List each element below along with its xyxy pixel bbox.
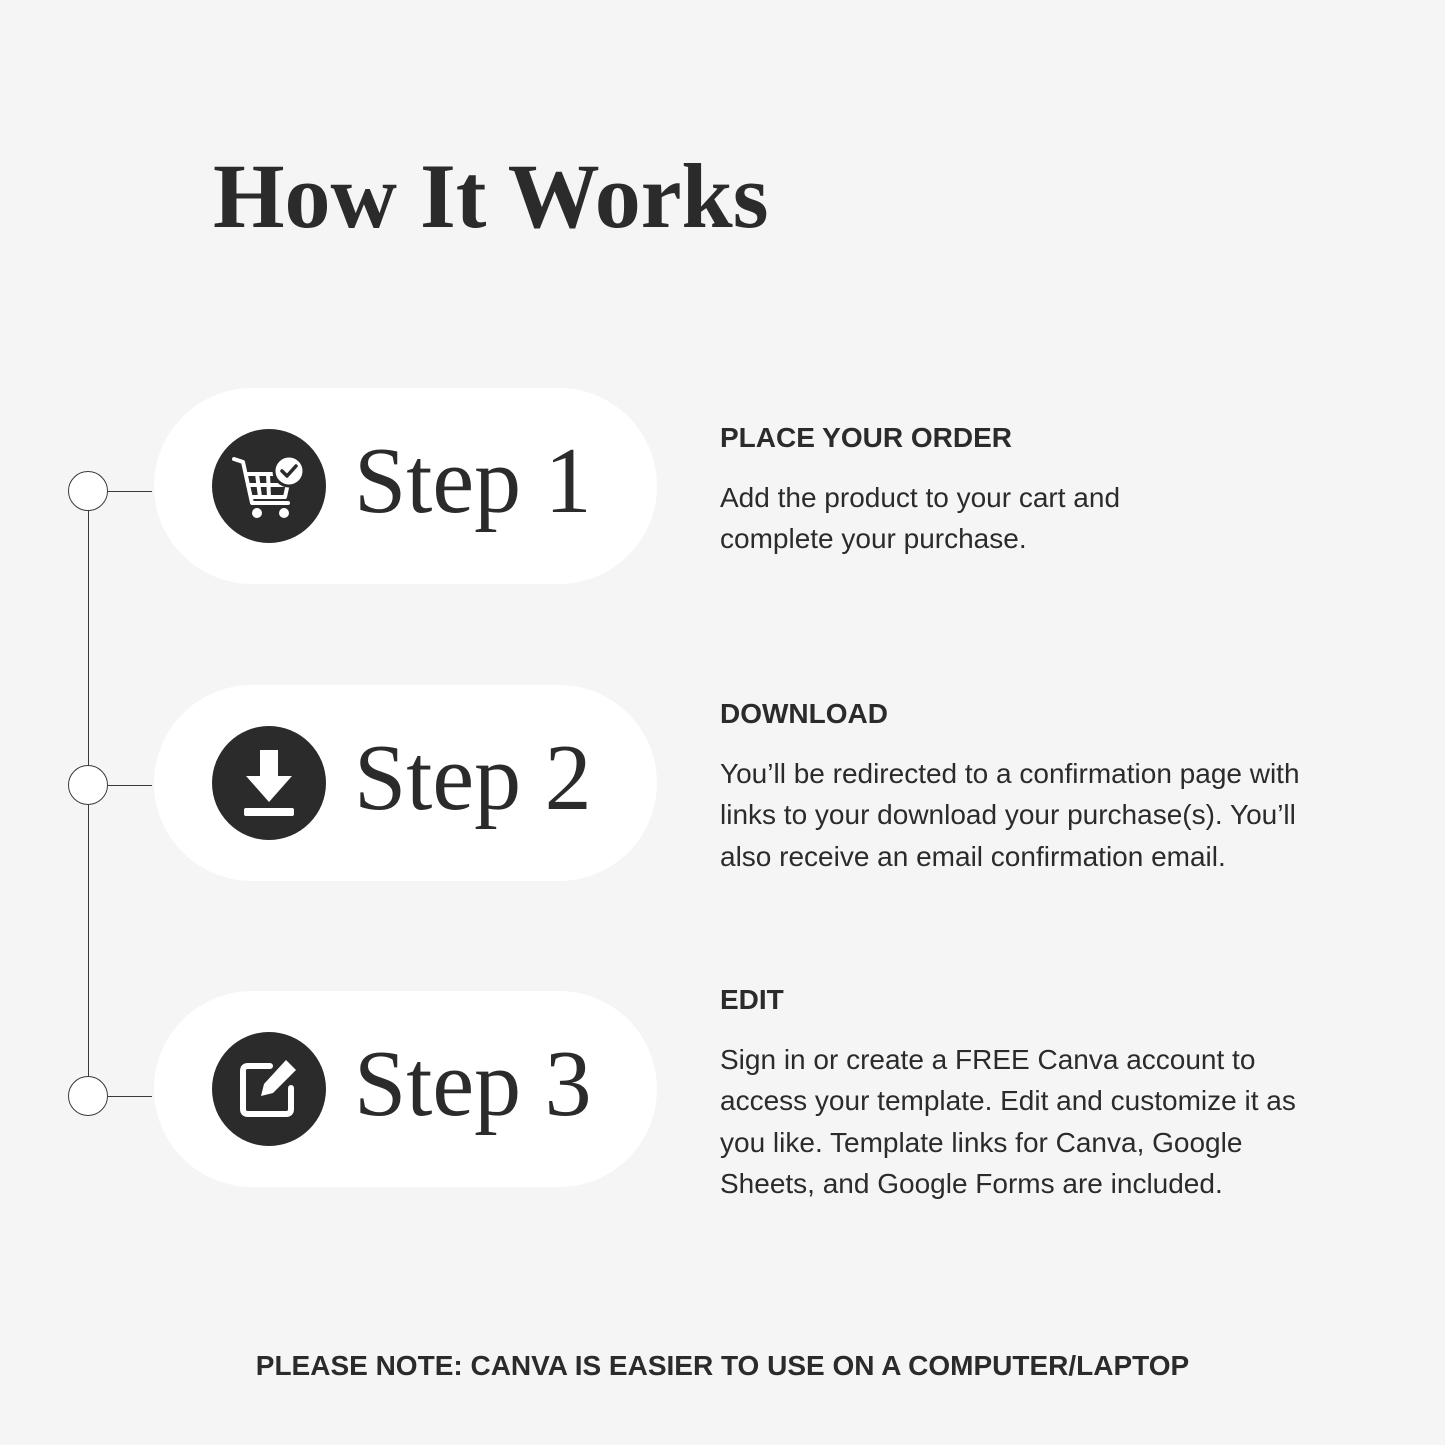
timeline-connector-1 (108, 491, 152, 492)
timeline-connector-3 (108, 1096, 152, 1097)
step-2-text-line: You’ll be redirected to a confirmation page with (720, 757, 1300, 789)
step-3-text-line: Sheets, and Google Forms are included. (720, 1168, 1223, 1200)
timeline-node-2 (68, 765, 108, 805)
timeline-connector-2 (108, 785, 152, 786)
step-3-pill (154, 991, 657, 1187)
footer-note: PLEASE NOTE: CANVA IS EASIER TO USE ON A COMPUTER/LAPTOP (255, 1350, 1190, 1381)
step-2-text-line: also receive an email confirmation email. (720, 840, 1226, 872)
step-1-text (720, 477, 1370, 560)
step-2-text-line: links to your download your purchase(s). You’ll (720, 799, 1296, 831)
step-3-description (720, 983, 1370, 1205)
page-title: How It Works (213, 145, 769, 247)
download-icon (212, 726, 326, 840)
step-3-text-line: access your template. Edit and customize it as (720, 1085, 1296, 1117)
step-1-text-line: Add the product to your cart and (720, 481, 1121, 513)
shopping-cart-check-icon (212, 429, 326, 543)
step-3-text-line: you like. Template links for Canva, Google (720, 1126, 1243, 1158)
timeline-node-3 (68, 1076, 108, 1116)
step-3-label: Step 3 (354, 1032, 592, 1136)
step-1-heading: PLACE YOUR ORDER (720, 422, 1012, 453)
step-1-label: Step 1 (354, 429, 592, 533)
step-2-label: Step 2 (354, 726, 592, 830)
step-1-pill (154, 388, 657, 584)
step-1-description (720, 421, 1370, 560)
edit-icon (212, 1032, 326, 1146)
step-2-heading: DOWNLOAD (720, 698, 888, 729)
step-3-text (720, 1039, 1370, 1205)
step-2-description (720, 697, 1370, 877)
timeline-node-1 (68, 471, 108, 511)
step-2-text (720, 753, 1370, 878)
step-2-pill (154, 685, 657, 881)
step-3-heading: EDIT (720, 984, 784, 1015)
step-1-text-line: complete your purchase. (720, 523, 1027, 555)
step-3-text-line: Sign in or create a FREE Canva account to (720, 1043, 1256, 1075)
